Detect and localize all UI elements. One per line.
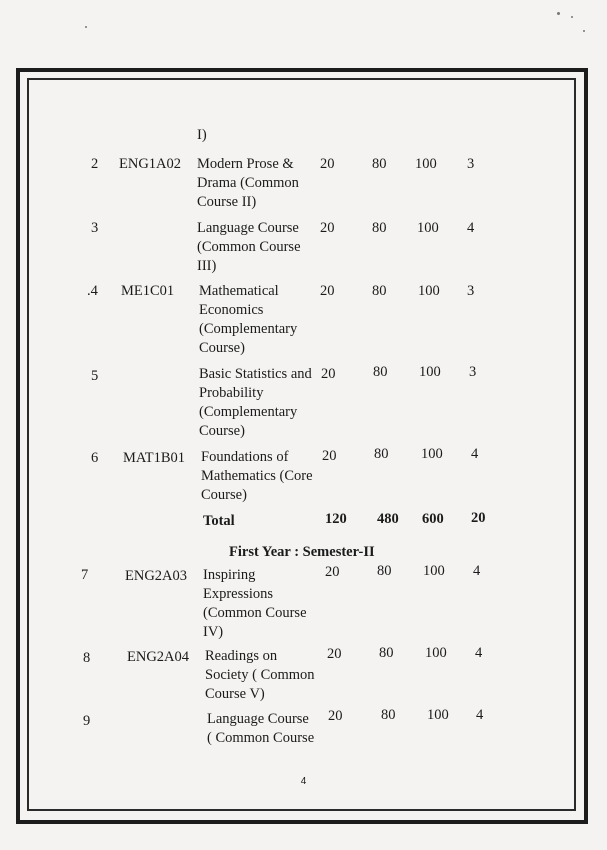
value-col3: 100	[415, 156, 437, 172]
value-col2: 80	[373, 364, 388, 380]
value-col3: 100	[427, 707, 449, 723]
course-title: Modern Prose & Drama (Common Course II)	[197, 156, 299, 210]
credits: 4	[473, 563, 481, 579]
course-code: ME1C01	[121, 283, 175, 299]
row-number: 5	[91, 368, 99, 384]
scan-speck	[557, 12, 560, 15]
continued-course-fragment: I)	[197, 127, 207, 143]
course-title: Language Course (Common Course III)	[197, 220, 301, 274]
value-col1: 20	[322, 448, 337, 464]
value-col2: 80	[372, 220, 387, 236]
credits: 3	[467, 283, 475, 299]
credits: 3	[467, 156, 475, 172]
total-col1: 120	[325, 511, 347, 527]
value-col1: 20	[320, 156, 335, 172]
value-col3: 100	[423, 563, 445, 579]
page-number: 4	[300, 776, 307, 787]
course-title: Language Course ( Common Course	[207, 711, 315, 746]
value-col3: 100	[425, 645, 447, 661]
scan-speck	[583, 30, 585, 32]
total-label: Total	[203, 513, 235, 529]
total-col2: 480	[377, 511, 399, 527]
value-col1: 20	[320, 283, 335, 299]
value-col3: 100	[418, 283, 440, 299]
course-title: Mathematical Economics (Complementary Course)	[199, 283, 298, 356]
scan-speck	[85, 26, 87, 28]
row-number: 2	[91, 156, 99, 172]
value-col1: 20	[320, 220, 335, 236]
row-number: 7	[81, 567, 89, 583]
row-number: 9	[83, 713, 91, 729]
value-col2: 80	[372, 156, 387, 172]
course-title: Readings on Society ( Common Course V)	[205, 648, 315, 702]
scan-speck	[571, 16, 573, 18]
course-code: MAT1B01	[123, 450, 186, 466]
semester-heading: First Year : Semester-II	[229, 544, 375, 560]
row-number: 6	[91, 450, 99, 466]
credits: 4	[467, 220, 475, 236]
value-col3: 100	[417, 220, 439, 236]
value-col3: 100	[421, 446, 443, 462]
value-col2: 80	[379, 645, 394, 661]
value-col1: 20	[325, 564, 340, 580]
value-col2: 80	[374, 446, 389, 462]
value-col1: 20	[327, 646, 342, 662]
course-code: ENG1A02	[119, 156, 182, 172]
credits: 4	[471, 446, 479, 462]
value-col2: 80	[372, 283, 387, 299]
course-title: Basic Statistics and Probability (Complementary Course)	[199, 366, 312, 439]
value-col2: 80	[381, 707, 396, 723]
value-col1: 20	[328, 708, 343, 724]
value-col3: 100	[419, 364, 441, 380]
value-col2: 80	[377, 563, 392, 579]
credits: 3	[469, 364, 477, 380]
course-code: ENG2A03	[125, 568, 188, 584]
row-number: 8	[83, 650, 91, 666]
total-credits: 20	[471, 510, 486, 526]
course-title: Foundations of Mathematics (Core Course)	[201, 449, 313, 503]
value-col1: 20	[321, 366, 336, 382]
credits: 4	[475, 645, 483, 661]
total-col3: 600	[422, 511, 444, 527]
row-number: 3	[91, 220, 99, 236]
course-code: ENG2A04	[127, 649, 190, 665]
row-number: .4	[87, 283, 98, 299]
course-title: Inspiring Expressions (Common Course IV)	[203, 567, 307, 640]
credits: 4	[476, 707, 484, 723]
